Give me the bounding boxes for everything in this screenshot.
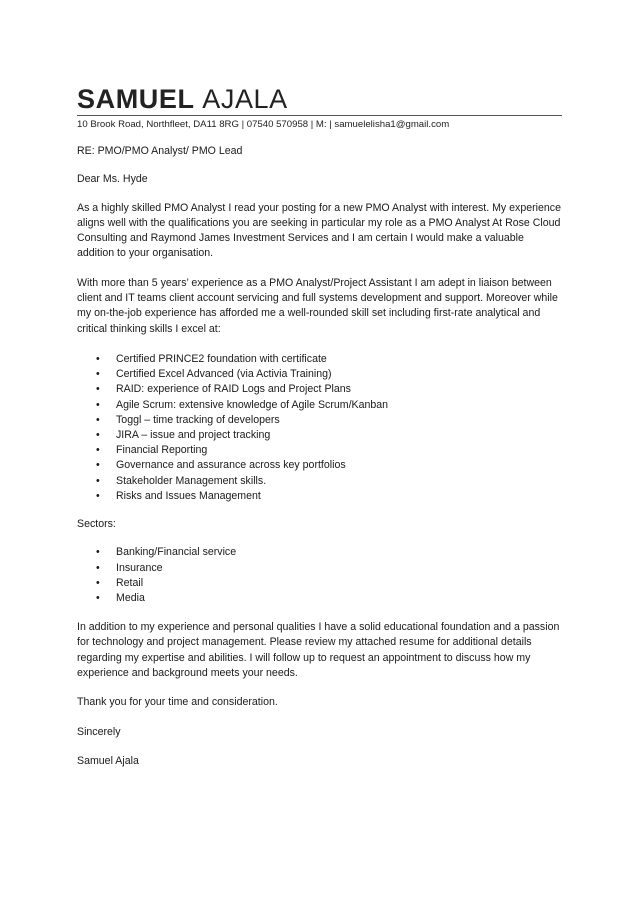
sectors-list xyxy=(77,545,562,606)
bullet-icon: • xyxy=(96,546,100,559)
skill-item xyxy=(77,489,562,504)
skill-item-text: Toggl – time tracking of developers xyxy=(116,413,280,426)
bullet-icon: • xyxy=(96,474,100,487)
first-name: SAMUEL xyxy=(77,84,195,114)
sector-item xyxy=(77,545,562,560)
last-name: AJALA xyxy=(202,84,288,114)
bullet-icon: • xyxy=(96,352,100,365)
sector-item xyxy=(77,591,562,606)
sector-item-text: Media xyxy=(116,591,145,604)
salutation: Dear Ms. Hyde xyxy=(77,173,148,186)
skill-item xyxy=(77,367,562,382)
cover-letter-page xyxy=(77,84,562,769)
bullet-icon: • xyxy=(96,489,100,502)
sector-item-text: Retail xyxy=(116,576,144,589)
skill-item-text: Financial Reporting xyxy=(116,444,208,457)
intro-paragraph: As a highly skilled PMO Analyst I read your posting for a new PMO Analyst with interest. My experience aligns well with the qualifications you are seeking in particular my role as a PMO Analyst At Rose Cloud Consulting and Raymond James Investment Services and I am certain I would make a valuable addition to your organisation. xyxy=(77,201,561,260)
signature-name: Samuel Ajala xyxy=(77,754,139,767)
sector-item-text: Banking/Financial service xyxy=(116,546,237,559)
skill-item-text: Stakeholder Management skills. xyxy=(116,474,267,487)
skill-item xyxy=(77,443,562,458)
bullet-icon: • xyxy=(96,428,100,441)
applicant-name xyxy=(77,84,562,114)
skill-item xyxy=(77,474,562,489)
bullet-icon: • xyxy=(96,459,100,472)
bullet-icon: • xyxy=(96,561,100,574)
header-rule xyxy=(77,115,562,116)
skill-item-text: RAID: experience of RAID Logs and Project Plans xyxy=(116,383,351,396)
sign-off: Sincerely xyxy=(77,725,121,738)
bullet-icon: • xyxy=(96,444,100,457)
sectors-label: Sectors: xyxy=(77,518,116,530)
skill-item xyxy=(77,458,562,473)
bullet-icon: • xyxy=(96,383,100,396)
skill-item xyxy=(77,428,562,443)
sector-item-text: Insurance xyxy=(116,561,163,574)
skill-item-text: Risks and Issues Management xyxy=(116,489,261,502)
skill-item xyxy=(77,413,562,428)
sector-item xyxy=(77,576,562,591)
bullet-icon: • xyxy=(96,413,100,426)
sector-item xyxy=(77,561,562,576)
skill-item xyxy=(77,382,562,397)
skill-item xyxy=(77,398,562,413)
skill-item-text: Certified PRINCE2 foundation with certificate xyxy=(116,352,327,365)
bullet-icon: • xyxy=(96,576,100,589)
bullet-icon: • xyxy=(96,591,100,604)
bullet-icon: • xyxy=(96,398,100,411)
bullet-icon: • xyxy=(96,368,100,381)
skill-item-text: Governance and assurance across key portfolios xyxy=(116,459,346,472)
thanks-line: Thank you for your time and consideration. xyxy=(77,696,278,709)
experience-paragraph: With more than 5 years’ experience as a PMO Analyst/Project Assistant I am adept in liaison between client and IT teams client account servicing and full systems development and support. Moreover while my on-the-job experience has afforded me a well-rounded skill set including first-rate analytical and critical thinking skills I excel at: xyxy=(77,276,558,335)
skill-item-text: Agile Scrum: extensive knowledge of Agile Scrum/Kanban xyxy=(116,398,389,411)
skill-item-text: Certified Excel Advanced (via Activia Training) xyxy=(116,368,332,381)
closing-paragraph: In addition to my experience and personal qualities I have a solid educational foundation and a passion for technology and project management. Please review my attached resume for additional details regarding my expertise and abilities. I will follow up to request an appointment to discuss how my experience and background meets your needs. xyxy=(77,621,560,679)
skill-item-text: JIRA – issue and project tracking xyxy=(116,428,271,441)
skills-list xyxy=(77,352,562,504)
contact-line: 10 Brook Road, Northfleet, DA11 8RG | 07540 570958 | M: | samuelelisha1@gmail.com xyxy=(77,119,450,130)
subject-line: RE: PMO/PMO Analyst/ PMO Lead xyxy=(77,145,243,157)
skill-item xyxy=(77,352,562,367)
